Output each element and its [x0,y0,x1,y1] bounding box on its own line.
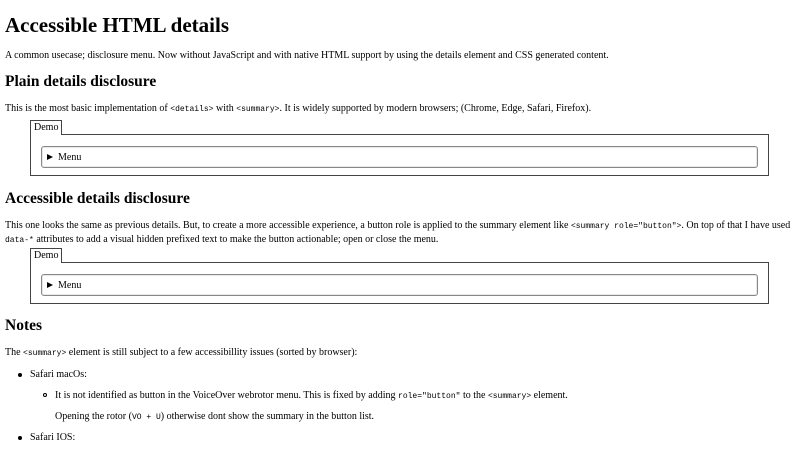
code-summary: <summary> [236,105,280,114]
list-item: Safari IOS: [30,432,76,443]
text: element. [531,390,568,401]
code-vo-u: VO + U [131,413,161,422]
section-plain-description [5,102,795,116]
section-accessible-description [5,219,795,247]
text: element is still subject to a few accessibillity issues (sorted by browser): [66,347,358,358]
text: This one looks the same as previous details. But, to create a more accessible experience, a button role is applied to the summary element like [5,220,571,231]
section-heading-notes: Notes [5,317,43,334]
text: with [213,103,237,114]
code-summary: <summary> [487,392,532,401]
bullet-icon [18,436,22,440]
demo-fieldset-accessible [30,250,769,304]
intro-text: A common usecase; disclosure menu. Now without JavaScript and with native HTML support by using the details element and CSS generated content. [5,50,609,61]
text: It is not identified as button in the VoiceOver webrotor menu. This is fixed by adding [55,390,399,401]
demo-legend: Demo [30,248,62,263]
text: to the [460,390,488,401]
text: . On top of that I have used [681,220,791,231]
code-data-attr: data-* [5,236,34,245]
text: This is the most basic implementation of [5,103,171,114]
details-plain[interactable] [41,146,758,168]
text: attributes to add a visual hidden prefixed text to make the button actionable; open or close the menu. [33,234,439,245]
section-heading-plain: Plain details disclosure [5,73,157,90]
list-item-sub-paragraph [55,410,374,424]
demo-legend: Demo [30,120,62,135]
section-heading-accessible: Accessible details disclosure [5,190,190,207]
list-item-sub [55,389,568,403]
code-role-button: role="button" [398,392,461,401]
demo-fieldset-plain [30,122,769,176]
page-title: Accessible HTML details [5,13,229,37]
details-accessible[interactable] [41,274,758,296]
notes-description [5,346,795,360]
list-item: Safari macOs: [30,369,87,380]
text: The [5,347,24,358]
bullet-icon [18,373,22,377]
text: Opening the rotor ( [55,411,132,422]
disclosure-triangle-icon [47,282,53,288]
summary-toggle-plain[interactable] [47,151,81,164]
code-details: <details> [170,105,214,114]
code-summary-role: <summary role="button"> [570,222,682,231]
summary-label: Menu [58,280,82,291]
code-summary: <summary> [23,349,67,358]
circle-bullet-icon [43,393,47,397]
text: ) otherwise dont show the summary in the button list. [160,411,375,422]
text: . It is widely supported by modern browsers; (Chrome, Edge, Safari, Firefox). [279,103,592,114]
summary-label: Menu [58,152,82,163]
summary-toggle-accessible[interactable] [47,279,81,292]
disclosure-triangle-icon [47,154,53,160]
